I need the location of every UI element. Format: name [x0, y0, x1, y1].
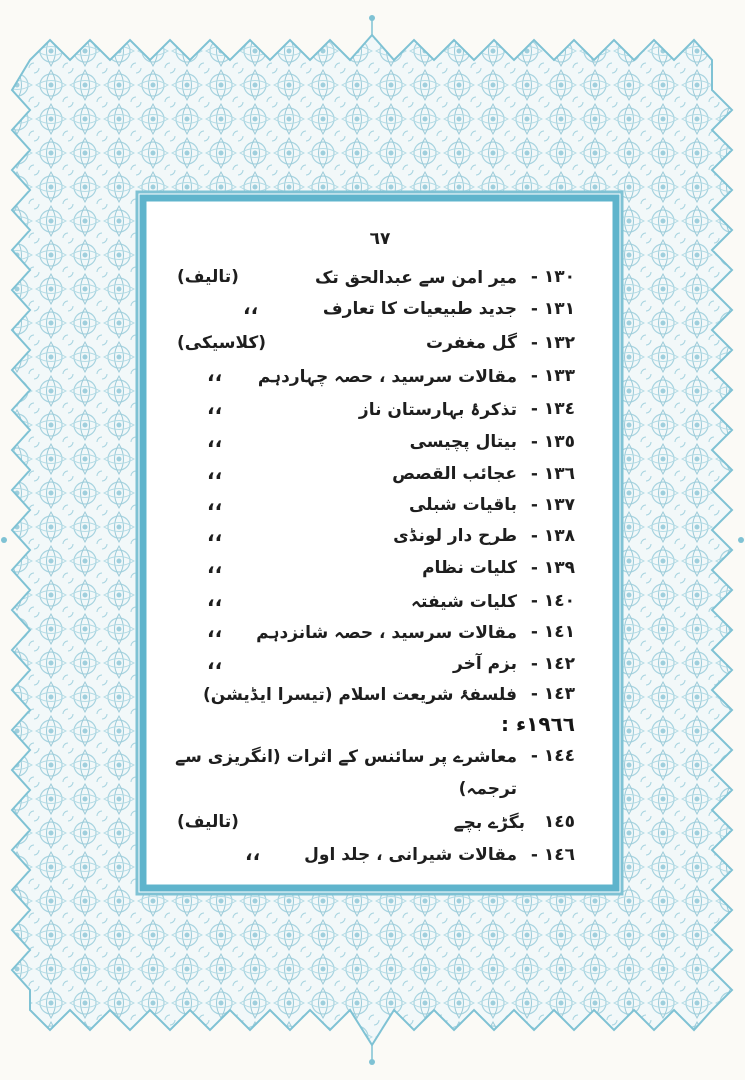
entry-number: ١٣٦ -: [530, 464, 575, 484]
ditto-mark: ،،: [207, 554, 223, 578]
entry-number: ١٤٣ -: [530, 684, 575, 704]
entry-number: ١٤٦ -: [530, 845, 575, 865]
entry-title: مقالات سرسید ، حصہ شانزدہم: [256, 623, 517, 643]
entry-note: (تالیف): [177, 812, 239, 832]
list-item: [165, 295, 575, 327]
entry-title: بزم آخر: [453, 654, 517, 674]
entry-continuation: ترجمہ): [458, 779, 517, 799]
list-item: [165, 491, 575, 523]
entry-note: (کلاسیکی): [177, 333, 267, 353]
list-item: [165, 684, 575, 712]
list-item: [165, 812, 575, 840]
entry-title: فلسفۂ شریعت اسلام (تیسرا ایڈیشن): [203, 685, 517, 705]
list-item: [165, 587, 575, 619]
entry-title: مقالات سرسید ، حصہ چہاردہم: [257, 367, 517, 387]
entry-title: تذکرۂ بہارستان ناز: [358, 400, 517, 420]
list-item: [165, 554, 575, 586]
entry-title: عجائب القصص: [392, 464, 517, 484]
entry-title: بیتال پچیسی: [409, 432, 517, 452]
ditto-mark: ،،: [207, 491, 223, 515]
ditto-mark: ،،: [207, 428, 223, 452]
entry-number: ١٣٧ -: [530, 495, 575, 515]
ditto-mark: ،،: [245, 841, 261, 865]
entry-title: کلیات نظام: [422, 558, 517, 578]
entry-title: گل مغفرت: [426, 333, 517, 353]
entry-title: باقیات شبلی: [408, 495, 517, 515]
list-item: [165, 267, 575, 295]
list-item: [165, 362, 575, 394]
entry-number: ١٣٢ -: [530, 333, 575, 353]
list-item: [165, 841, 575, 873]
ditto-mark: ،،: [207, 618, 223, 642]
entry-number: ١٣٤ -: [530, 399, 575, 419]
list-item: [165, 333, 575, 361]
entry-title: میر امن سے عبدالحق تک: [315, 268, 517, 288]
entry-note: (تالیف): [177, 267, 239, 287]
list-item: [165, 650, 575, 682]
entry-title: بگڑے بچے: [453, 813, 525, 833]
list-item: [165, 428, 575, 460]
entry-title: معاشرے پر سائنس کے اثرات (انگریزی سے: [175, 747, 517, 767]
entry-number: ١٤٢ -: [530, 654, 575, 674]
entry-title: مقالات شیرانی ، جلد اول: [304, 845, 517, 865]
entry-title: طرح دار لونڈی: [393, 526, 517, 546]
year-heading: ١٩٦٦ء :: [500, 712, 575, 736]
entry-number: ١٤٠ -: [530, 591, 575, 611]
list-item: [165, 522, 575, 554]
entry-number: ١٣٣ -: [530, 366, 575, 386]
entry-number: ١٣٩ -: [530, 558, 575, 578]
entry-number: ١٣٨ -: [530, 526, 575, 546]
list-item: [165, 746, 575, 774]
ditto-mark: ،،: [207, 587, 223, 611]
ditto-mark: ،،: [207, 522, 223, 546]
list-item: [165, 460, 575, 492]
entry-title: کلیات شیفتہ: [411, 592, 517, 612]
entry-number: ١٤٤ -: [530, 746, 575, 766]
page-number: ٦٧: [369, 229, 391, 249]
ditto-mark: ،،: [207, 460, 223, 484]
entry-number: ١٣٥ -: [530, 432, 575, 452]
entry-number: ١٣٠ -: [530, 267, 575, 287]
entry-title: جدید طبیعیات کا تعارف: [322, 299, 517, 319]
list-item: [165, 618, 575, 650]
ditto-mark: ،،: [207, 362, 223, 386]
list-item: [165, 395, 575, 427]
entry-number: ١٤١ -: [530, 622, 575, 642]
ditto-mark: ،،: [207, 395, 223, 419]
ditto-mark: ،،: [243, 295, 259, 319]
entry-number: ١٤٥: [543, 812, 575, 832]
entry-number: ١٣١ -: [530, 299, 575, 319]
ditto-mark: ،،: [207, 650, 223, 674]
